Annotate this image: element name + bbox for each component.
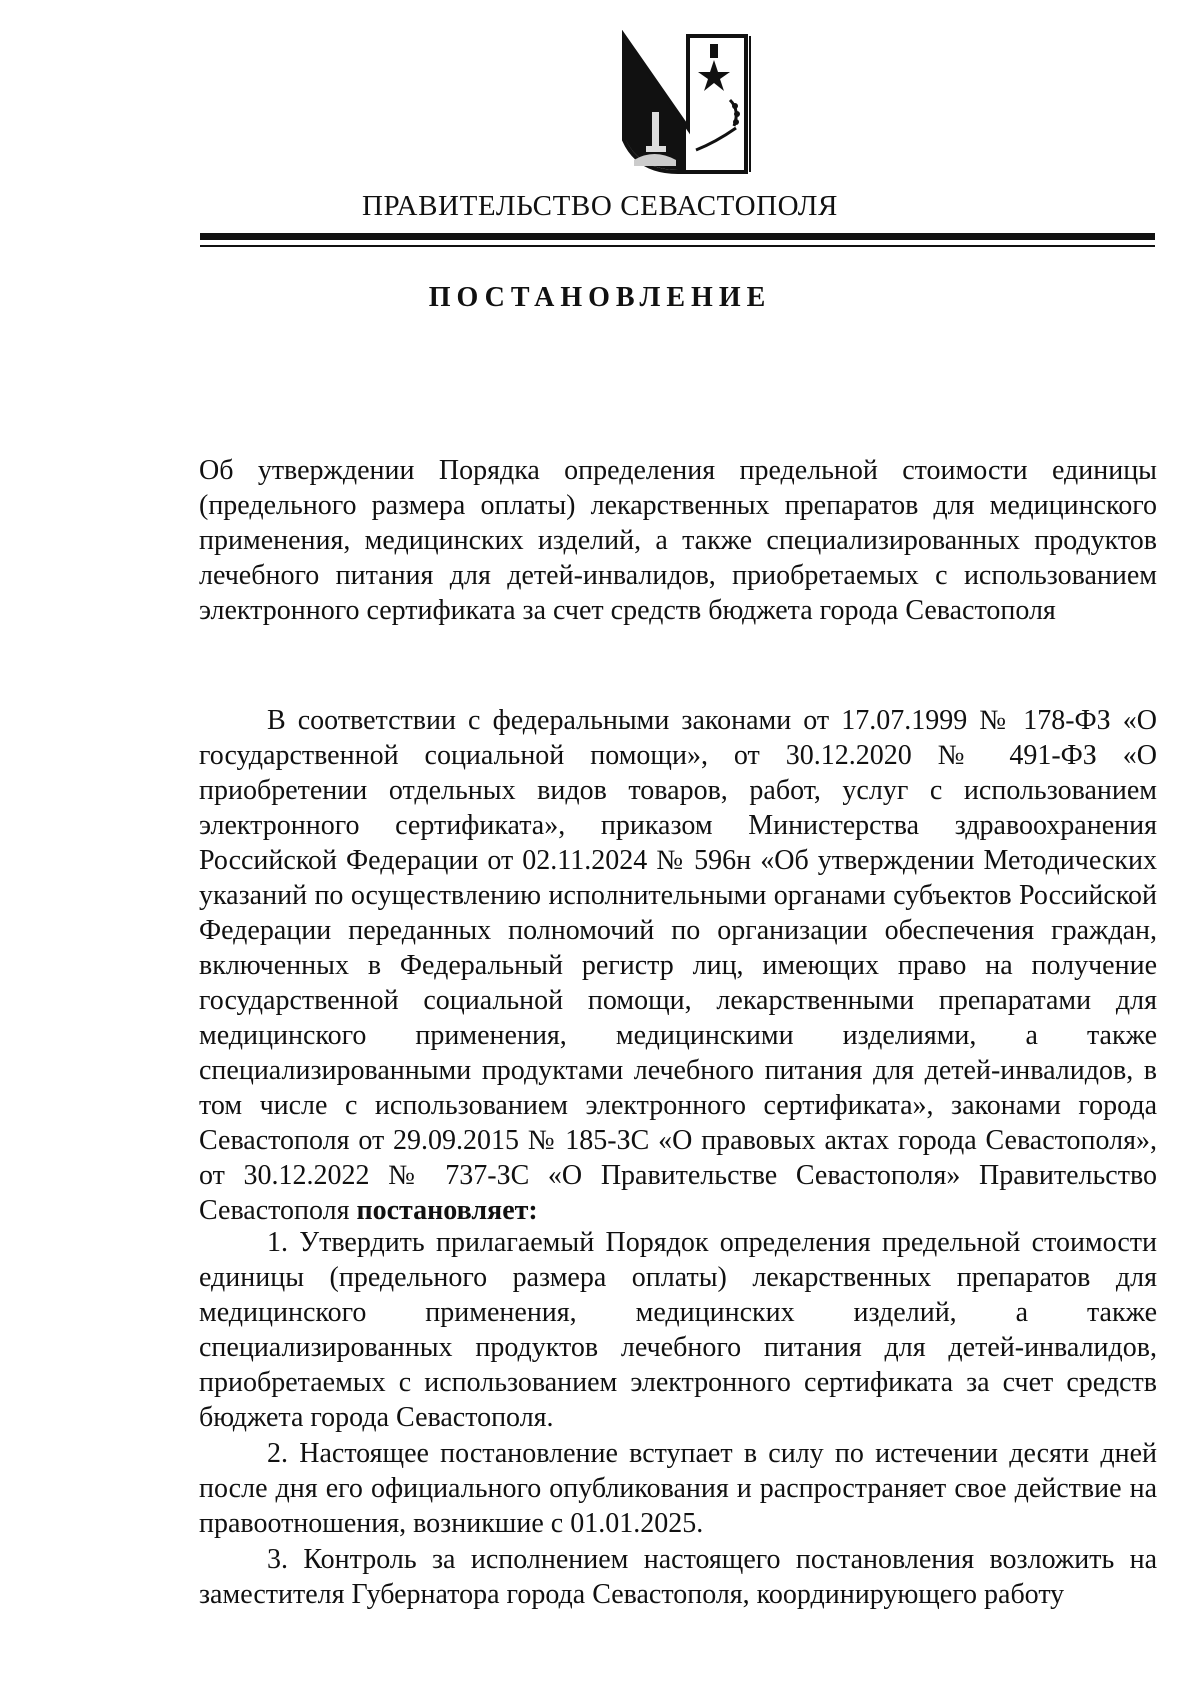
preamble-paragraph: [199, 703, 1157, 1228]
document-type-heading: ПОСТАНОВЛЕНИЕ: [428, 282, 772, 313]
document-subject: [199, 453, 1157, 628]
coat-of-arms-icon: [618, 30, 754, 180]
point-1: 1. Утвердить прилагаемый Порядок определения предельной стоимости единицы (предельного размера оплаты) лекарственных препаратов для медицинского применения, медицинских изделий, а также специализированных продуктов лечебного питания для детей-инвалидов, приобретаемых с использованием электронного сертификата за счет средств бюджета города Севастополя.: [199, 1227, 1157, 1433]
resolution-points: [199, 1225, 1157, 1613]
point-3: 3. Контроль за исполнением настоящего постановления возложить на заместителя Губернатора города Севастополя, координирующего работу: [199, 1544, 1157, 1610]
header-rule-thick: [200, 233, 1155, 240]
subject-text: Об утверждении Порядка определения предельной стоимости единицы (предельного размера оплаты) лекарственных препаратов для медицинского применения, медицинских изделий, а также специализированных продуктов лечебного питания для детей-инвалидов, приобретаемых с использованием электронного сертификата за счет средств бюджета города Севастополя: [199, 455, 1157, 626]
header-rule-thin: [200, 245, 1155, 247]
preamble-text: В соответствии с федеральными законами от 17.07.1999 № 178-ФЗ «О государственной социальной помощи», от 30.12.2020 № 491-ФЗ «О приобретении отдельных видов товаров, работ, услуг с использованием электронного сертификата», приказом Министерства здравоохранения Российской Федерации от 02.11.2024 № 596н «Об утверждении Методических указаний по осуществлению исполнительными органами субъектов Российской Федерации переданных полномочий по организации обеспечения граждан, включенных в Федеральный регистр лиц, имеющих право на получение государственной социальной помощи, лекарственными препаратами для медицинского применения, медицинскими изделиями, а также специализированными продуктами лечебного питания для детей-инвалидов, в том числе с использованием электронного сертификата», законами города Севастополя от 29.09.2015 № 185-ЗС «О правовых актах города Севастополя», от 30.12.2022 № 737-ЗС «О Правительстве Севастополя» Правительство Севастополя: [199, 705, 1157, 1226]
point-2: 2. Настоящее постановление вступает в силу по истечении десяти дней после дня его официального опубликования и распространяет свое действие на правоотношения, возникшие с 01.01.2025.: [199, 1438, 1157, 1539]
preamble: [199, 703, 1157, 1228]
organization-title: ПРАВИТЕЛЬСТВО СЕВАСТОПОЛЯ: [362, 190, 838, 222]
resolves-keyword: постановляет:: [356, 1195, 538, 1226]
